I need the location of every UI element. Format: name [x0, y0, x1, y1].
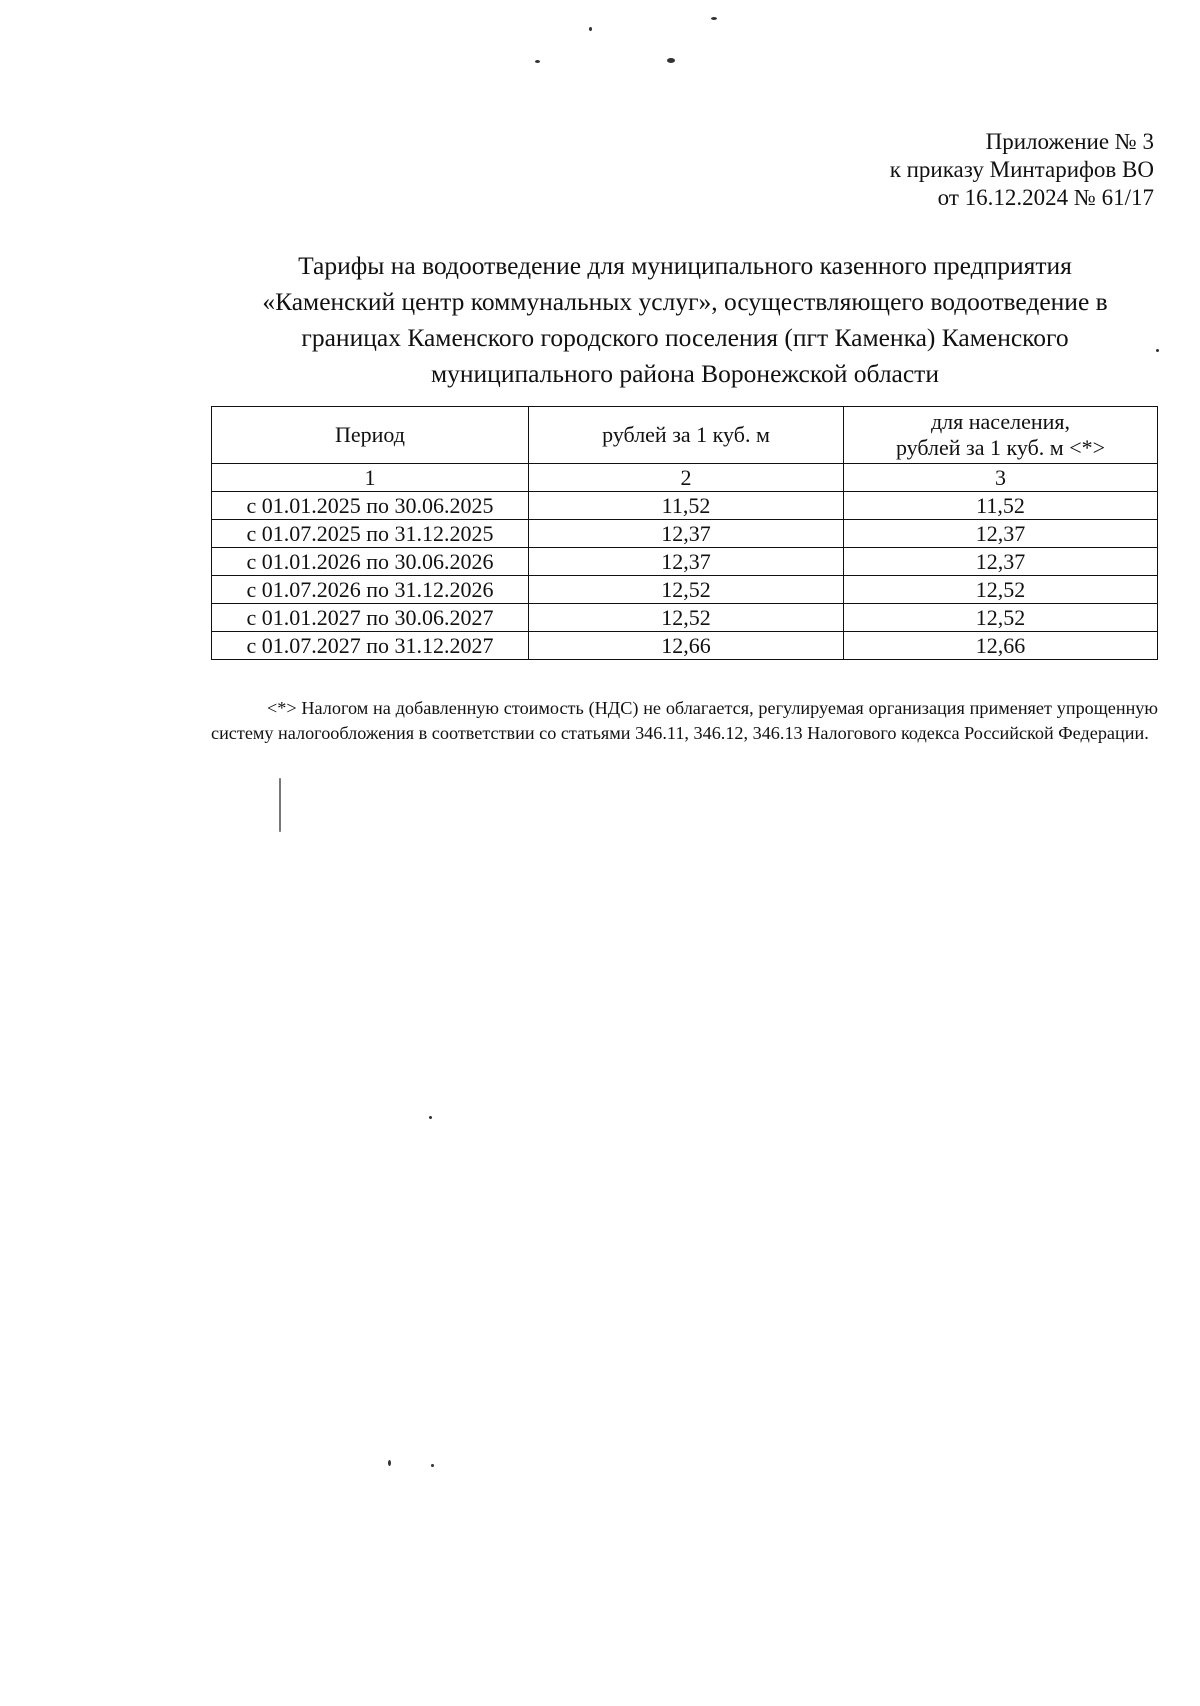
column-number: 3: [844, 464, 1158, 492]
footnote: [211, 696, 1158, 746]
cell-rub: 12,52: [529, 576, 844, 604]
appendix-reference: [890, 128, 1154, 212]
cell-period: с 01.07.2026 по 31.12.2026: [212, 576, 529, 604]
scan-speck: [279, 778, 281, 832]
appendix-number: Приложение № 3: [985, 129, 1154, 154]
cell-population: 11,52: [844, 492, 1158, 520]
appendix-date: от 16.12.2024 № 61/17: [937, 185, 1154, 210]
cell-rub: 12,52: [529, 604, 844, 632]
column-number-row: [212, 464, 1158, 492]
header-population-line: рублей за 1 куб. м <*>: [895, 435, 1106, 460]
scan-speck: [667, 58, 675, 63]
document-title: [190, 248, 1180, 392]
cell-rub: 12,66: [529, 632, 844, 660]
title-line: границах Каменского городского поселения (пгт Каменка) Каменского: [301, 323, 1069, 352]
scan-speck: [431, 1464, 434, 1467]
cell-population: 12,52: [844, 576, 1158, 604]
table-row: [212, 632, 1158, 660]
appendix-order: к приказу Минтарифов ВО: [889, 157, 1154, 182]
cell-rub: 11,52: [529, 492, 844, 520]
scan-speck: [535, 60, 540, 63]
table-row: [212, 548, 1158, 576]
cell-rub: 12,37: [529, 548, 844, 576]
cell-period: с 01.01.2025 по 30.06.2025: [212, 492, 529, 520]
scan-speck: [429, 1116, 432, 1119]
scan-speck: [388, 1460, 391, 1466]
tariff-table: [211, 406, 1158, 660]
scan-speck: [589, 27, 592, 31]
column-number: 1: [212, 464, 529, 492]
table-row: [212, 576, 1158, 604]
header-period: Период: [212, 407, 529, 464]
cell-period: с 01.01.2027 по 30.06.2027: [212, 604, 529, 632]
cell-rub: 12,37: [529, 520, 844, 548]
cell-period: с 01.01.2026 по 30.06.2026: [212, 548, 529, 576]
title-line: «Каменский центр коммунальных услуг», осуществляющего водоотведение в: [262, 287, 1108, 316]
table-header-row: [212, 407, 1158, 464]
header-population-line: для населения,: [930, 409, 1071, 434]
title-line: муниципального района Воронежской области: [431, 359, 939, 388]
column-number: 2: [529, 464, 844, 492]
cell-population: 12,37: [844, 520, 1158, 548]
table-row: [212, 520, 1158, 548]
title-line: Тарифы на водоотведение для муниципального казенного предприятия: [298, 251, 1072, 280]
header-population: [844, 407, 1158, 464]
cell-population: 12,37: [844, 548, 1158, 576]
table-row: [212, 604, 1158, 632]
table-row: [212, 492, 1158, 520]
header-rub: рублей за 1 куб. м: [529, 407, 844, 464]
cell-period: с 01.07.2025 по 31.12.2025: [212, 520, 529, 548]
cell-population: 12,66: [844, 632, 1158, 660]
footnote-text: <*> Налогом на добавленную стоимость (НДС) не облагается, регулируемая организация применяет упрощенную систему налогообложения в соответствии со статьями 346.11, 346.12, 346.13 Налогового кодекса Российской Федерации.: [211, 698, 1158, 743]
cell-population: 12,52: [844, 604, 1158, 632]
cell-period: с 01.07.2027 по 31.12.2027: [212, 632, 529, 660]
scan-speck: [711, 17, 717, 20]
